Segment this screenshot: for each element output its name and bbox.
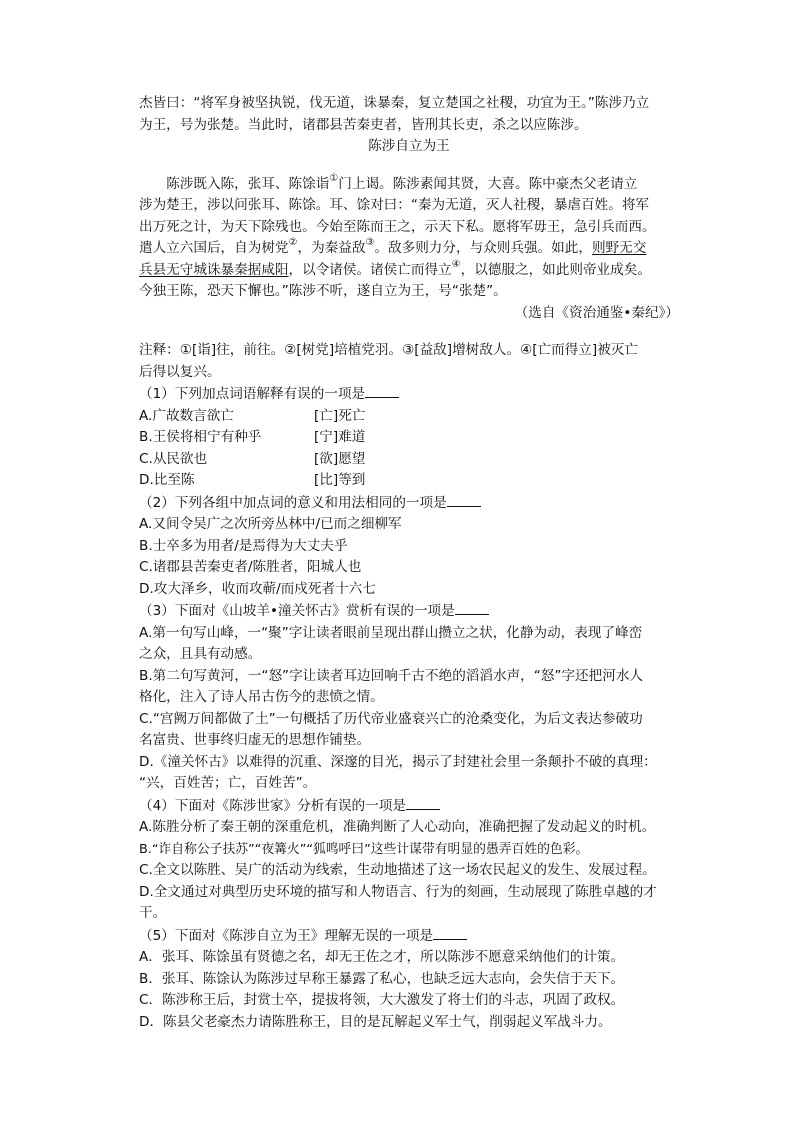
question-4-option: C.全文以陈胜、吴广的活动为线索，生动地描述了这一场农民起义的发生、发展过程。 — [139, 862, 656, 878]
passage-line: 兵县无守城诛暴秦据咸阳，以令诸侯。诸侯亡而得立④，以德服之，如此则帝业成矣。 — [139, 258, 651, 278]
question-1-option: A.广故数言欲亡 [亡]死亡 — [139, 407, 366, 424]
question-4-option: D.全文通过对典型历史环境的描写和人物语言、行为的刻画，生动展现了陈胜卓越的才 — [139, 883, 657, 900]
question-3-option: C.“宫阙万间都做了土”一句概括了历代帝业盛衰兴亡的沧桑变化，为后文表达参破功 — [139, 710, 643, 727]
question-5-option: A．张耳、陈馀虽有贤德之名，却无王佐之才，所以陈涉不愿意采纳他们的计策。 — [139, 949, 625, 965]
question-3-option: D.《潼关怀古》以难得的沉重、深邃的目光，揭示了封建社会里一条颠扑不破的真理： — [139, 753, 657, 770]
footnote-marker: ④ — [451, 258, 461, 270]
intro-line: 杰皆曰：“将军身被坚执锐，伐无道，诛暴秦，复立楚国之社稷，功宜为王。”陈涉乃立 — [139, 95, 650, 111]
question-1-option: B.王侯将相宁有种乎 [宁]难道 — [139, 429, 366, 445]
answer-blank[interactable] — [406, 795, 440, 810]
passage-line: 陈涉既入陈，张耳、陈馀诣①门上谒。陈涉素闻其贤，大喜。陈中豪杰父老请立 — [166, 172, 638, 192]
passage-line: 涉为楚王，涉以问张耳、陈馀。耳、馀对曰：“秦为无道，灭人社稷，暴虐百姓。将军 — [139, 197, 650, 213]
question-1-option: D.比至陈 [比]等到 — [139, 472, 366, 488]
footnote-marker: ③ — [365, 237, 375, 249]
question-3-option: 之众，且具有动感。 — [139, 646, 262, 662]
answer-blank[interactable] — [455, 600, 489, 615]
question-1-stem: （1）下列加点词语解释有误的一项是 — [139, 383, 679, 406]
question-2-option: B.士卒多为用者/是焉得为大丈夫乎 — [139, 537, 348, 554]
document-page — [139, 93, 679, 1033]
footnote-marker: ② — [288, 237, 298, 249]
question-3-option: 名富贵、世事终归虚无的思想作铺垫。 — [139, 732, 371, 748]
answer-blank[interactable] — [447, 492, 481, 507]
question-3-option: A.第一句写山峰，一“聚”字让读者眼前呈现出群山攒立之状，化静为动，表现了峰峦 — [139, 624, 643, 641]
question-2-stem: （2）下列各组中加点词的意义和用法相同的一项是 — [139, 492, 679, 515]
question-5-option: C．陈涉称王后，封赏士卒，提拔将领，大大激发了将士们的斗志，巩固了政权。 — [139, 992, 625, 1008]
question-3-stem: （3）下面对《山坡羊•潼关怀古》赏析有误的一项是 — [139, 600, 679, 623]
notes-line: 后得以复兴。 — [139, 363, 221, 380]
question-3-option: 格化，注入了诗人吊古伤今的悲愤之情。 — [139, 689, 384, 705]
answer-blank[interactable] — [433, 925, 467, 940]
question-1-option: C.从民欲也 [欲]愿望 — [139, 450, 366, 467]
question-3-option: “兴，百姓苦；亡，百姓苦”。 — [139, 775, 317, 791]
passage-line: 今独王陈，恐天下懈也。”陈涉不听，遂自立为王，号“张楚”。 — [139, 283, 507, 299]
notes-line: 注释：①[诣]往，前往。②[树党]培植党羽。③[益敌]增树敌人。④[亡而得立]被灭亡 — [139, 342, 638, 358]
question-2-option: C.诸郡县苦秦吏者/陈胜者，阳城人也 — [139, 559, 362, 575]
question-4-option: 干。 — [139, 905, 167, 921]
question-5-stem: （5）下面对《陈涉自立为王》理解无误的一项是 — [139, 925, 679, 948]
footnote-marker: ① — [329, 172, 339, 184]
question-4-stem: （4）下面对《陈涉世家》分析有误的一项是 — [139, 795, 679, 818]
passage-line: 出万死之计，为天下除残也。今始至陈而王之，示天下私。愿将军毋王，急引兵而西。 — [139, 218, 656, 235]
question-3-option: B.第二句写黄河，一“怒”字让读者耳边回响千古不绝的滔滔水声，“怒”字还把河水人 — [139, 667, 644, 684]
passage-line: 遣人立六国后，自为树党②，为秦益敌③。敌多则力分，与众则兵强。如此，则野无交 — [139, 237, 647, 256]
answer-blank[interactable] — [365, 383, 399, 398]
question-2-option: A.又间令吴广之次所旁丛林中/已而之细柳军 — [139, 516, 402, 532]
underlined-sentence: 则野无交 — [591, 240, 647, 256]
underlined-sentence: 兵县无守城诛暴秦据咸阳 — [139, 261, 289, 278]
intro-line: 为王，号为张楚。当此时，诸郡县苦秦吏者，皆刑其长吏，杀之以应陈涉。 — [139, 116, 588, 133]
passage-source: （选自《资治通鉴•秦纪》） — [514, 304, 679, 321]
question-4-option: B.“诈自称公子扶苏”“夜篝火”“狐鸣呼曰”这些计谋带有明显的愚弄百姓的色彩。 — [139, 841, 589, 857]
question-5-option: B．张耳、陈馀认为陈涉过早称王暴露了私心，也缺乏远大志向，会失信于天下。 — [139, 970, 625, 987]
question-5-option: D．陈县父老豪杰力请陈胜称王，目的是瓦解起义军士气，削弱起义军战斗力。 — [139, 1013, 612, 1030]
question-4-option: A.陈胜分析了秦王朝的深重危机，准确判断了人心动向，准确把握了发动起义的时机。 — [139, 819, 656, 835]
passage-title: 陈涉自立为王 — [368, 138, 450, 154]
question-2-option: D.攻大泽乡，收而攻蕲/而戍死者十六七 — [139, 580, 376, 597]
